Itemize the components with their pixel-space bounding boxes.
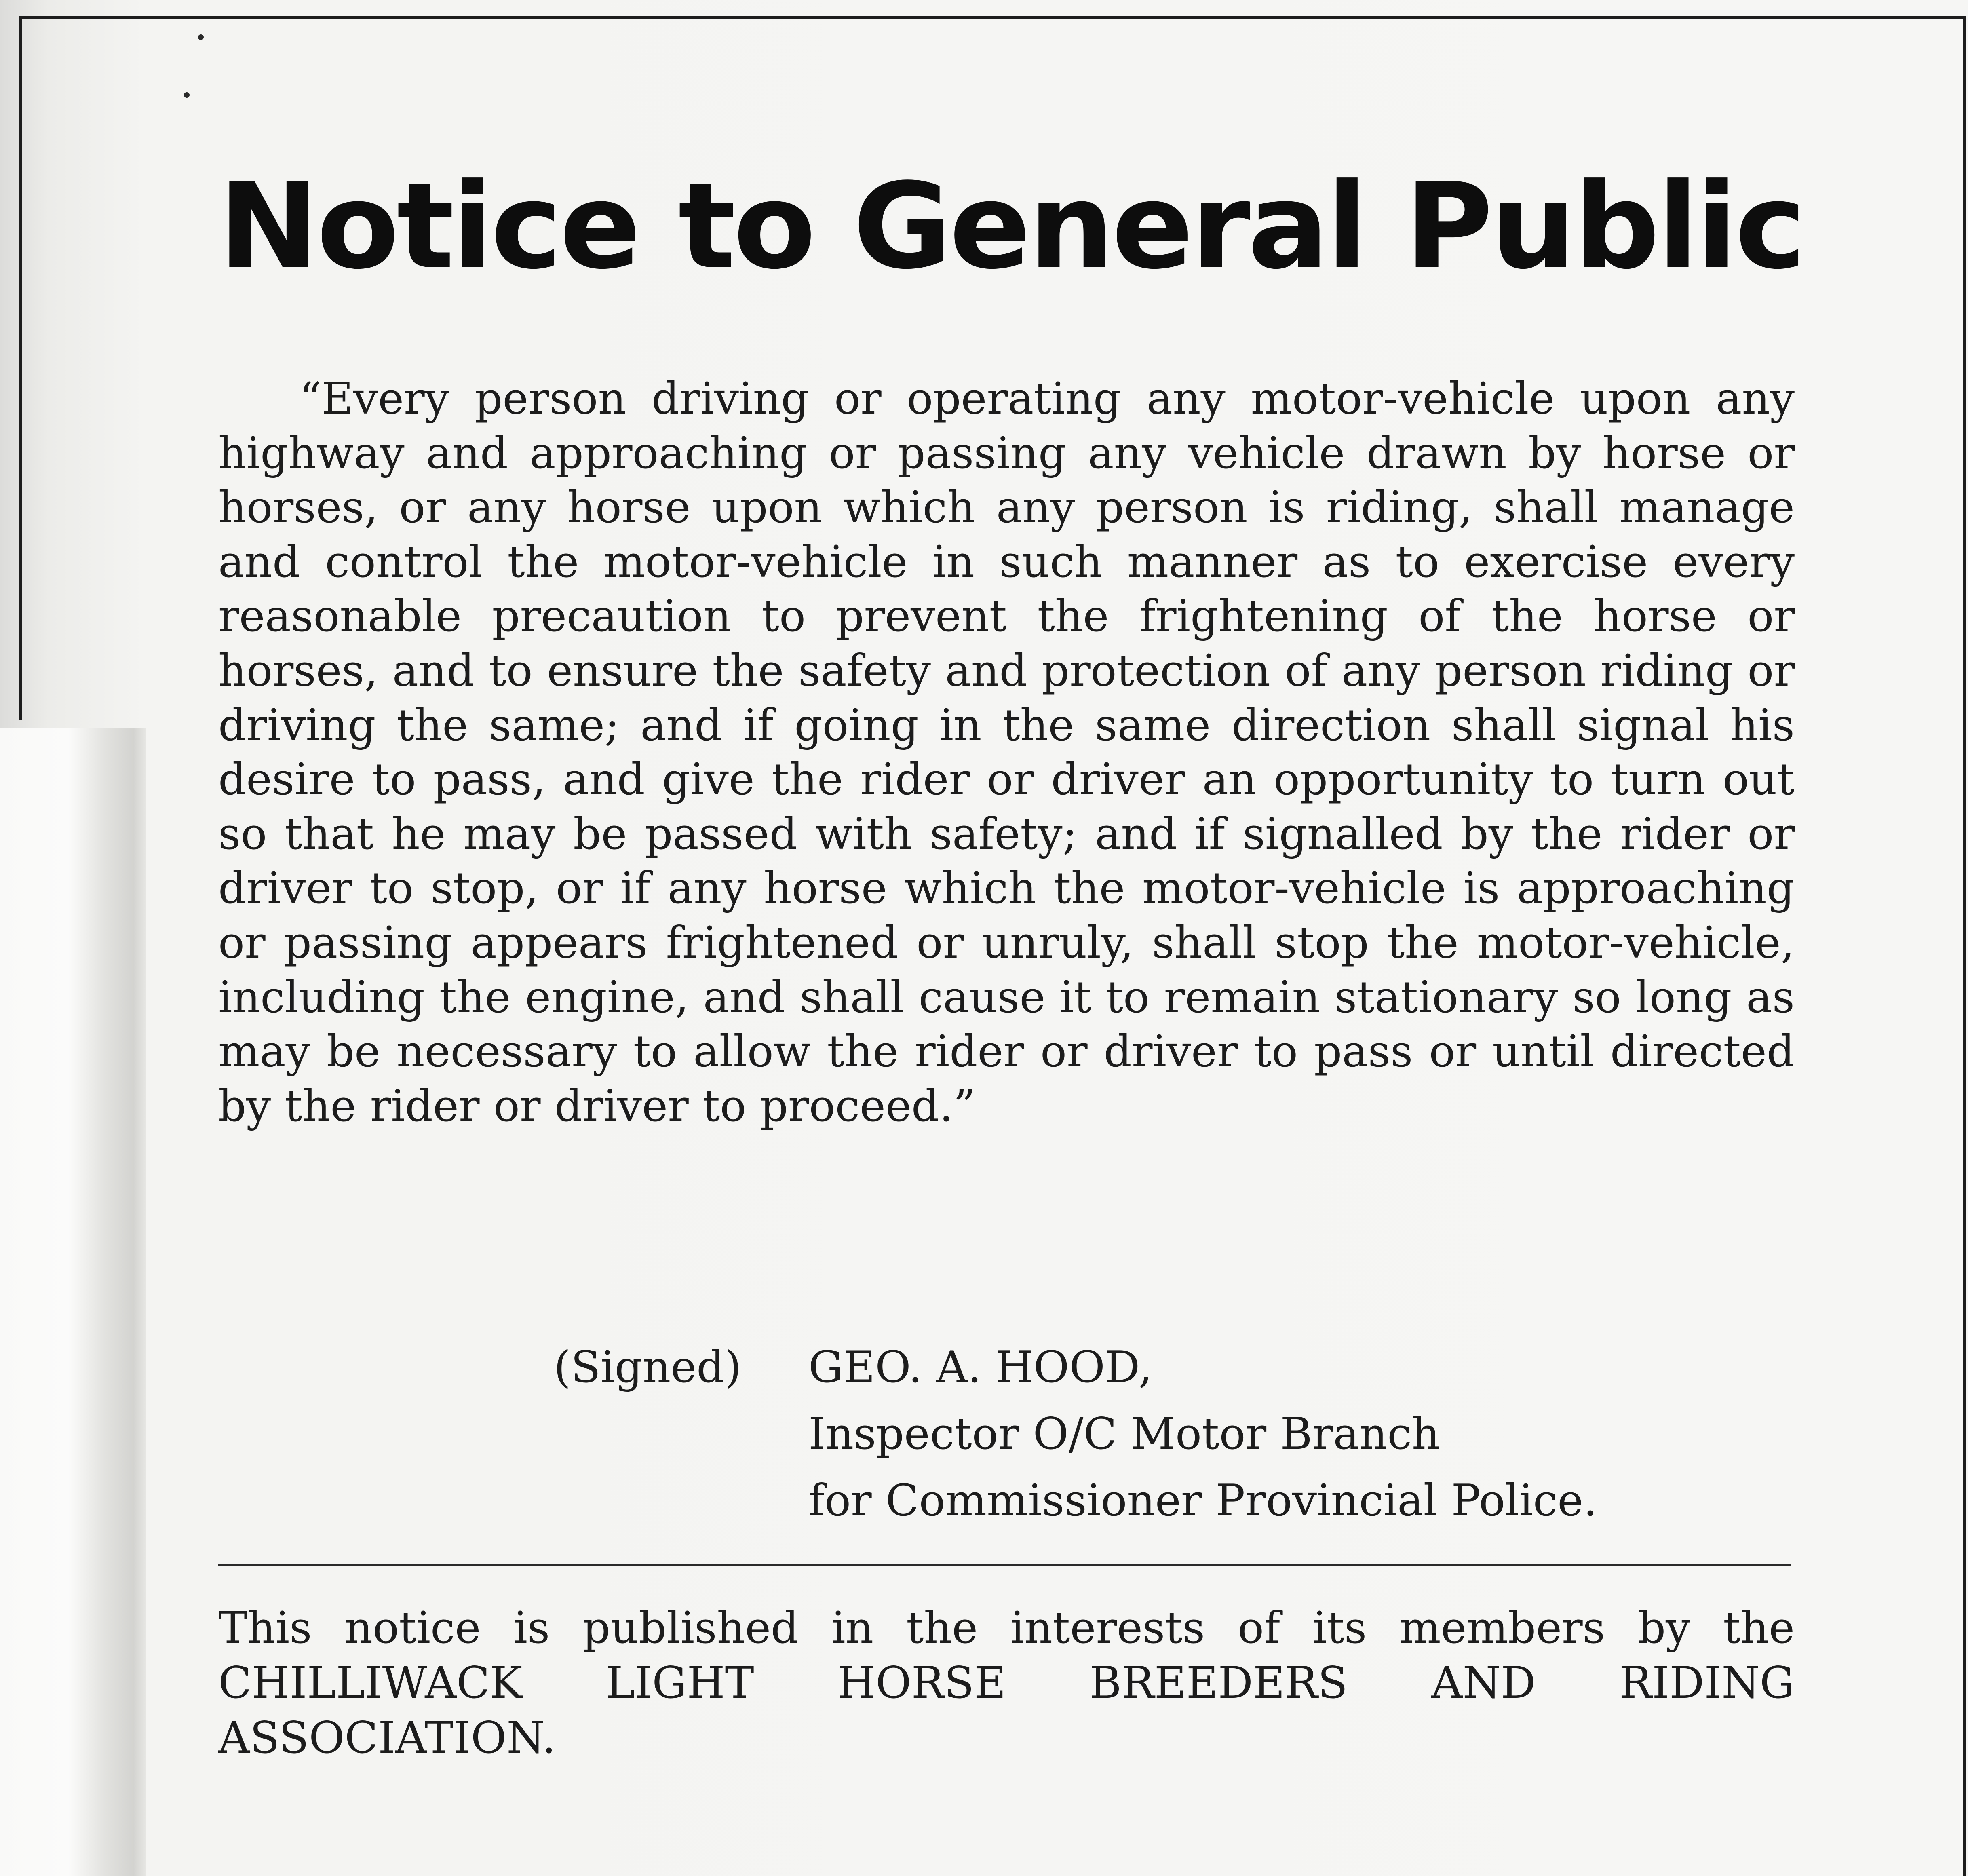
- signature-block: [554, 1334, 1799, 1534]
- publisher-note: This notice is published in the interests of its members by the CHILLIWACK LIGHT HORSE BREEDERS AND RIDING ASSOCIATION.: [218, 1603, 1795, 1763]
- ink-speck: [184, 92, 190, 98]
- signed-label: (Signed): [554, 1342, 742, 1393]
- signer-office: for Commissioner Provincial Police.: [808, 1475, 1597, 1526]
- notice-title: Notice to General Public: [218, 158, 1804, 295]
- divider: [218, 1564, 1791, 1566]
- signer-name: GEO. A. HOOD,: [808, 1342, 1152, 1393]
- notice-body: “Every person driving or operating any motor-vehicle upon any highway and approaching or passing any vehicle drawn by horse or horses, or any horse upon which any person is riding, shall manage and control the motor-vehicle in such manner as to exercise every reasonable precaution to prevent the frightening of the horse or horses, and to ensure the safety and protection of any person riding or driving the same; and if going in the same direction shall signal his desire to pass, and give the rider or driver an opportunity to turn out so that he may be passed with safety; and if signalled by the rider or driver to stop, or if any horse which the motor-vehicle is approaching or passing appears frightened or unruly, shall stop the motor-vehicle, including the engine, and shall cause it to remain stationary so long as may be necessary to allow the rider or driver to pass or until directed by the rider or driver to proceed.”: [218, 374, 1795, 1131]
- signer-title: Inspector O/C Motor Branch: [808, 1409, 1440, 1459]
- notice-border-left: [19, 16, 22, 720]
- ink-speck: [198, 34, 204, 40]
